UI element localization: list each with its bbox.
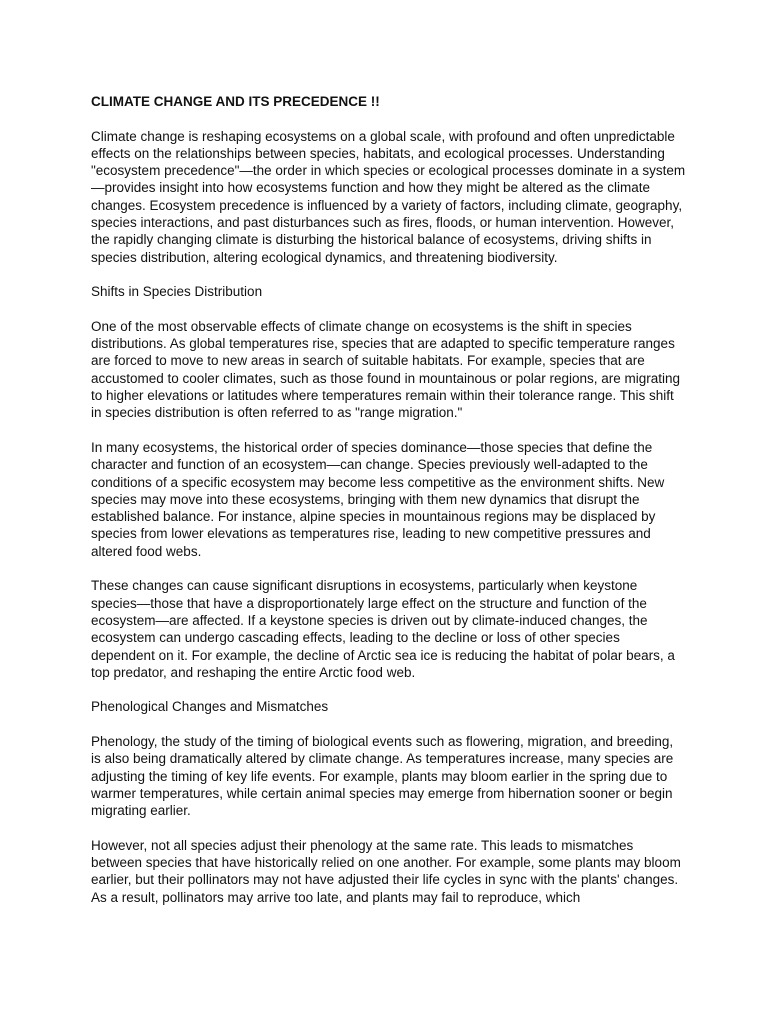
- paragraph: Phenology, the study of the timing of biological events such as flowering, migration, and breeding, is also being dramatically altered by climate change. As temperatures increase, many species are adjusting the timing of key life events. For example, plants may bloom earlier in the spring due to warmer temperatures, while certain animal species may emerge from hibernation sooner or begin migrating earlier.: [91, 733, 674, 819]
- paragraph: However, not all species adjust their phenology at the same rate. This leads to mismatches between species that have historically relied on one another. For example, some plants may bloom earlier, but their pollinators may not have adjusted their life cycles in sync with the plants' changes. As a result, pollinators may arrive too late, and plants may fail to reproduce, which: [91, 837, 681, 905]
- paragraph: These changes can cause significant disruptions in ecosystems, particularly when keystone species—those that have a disproportionately large effect on the structure and function of the ecosystem—are affected. If a keystone species is driven out by climate-induced changes, the ecosystem can undergo cascading effects, leading to the decline or loss of other species dependent on it. For example, the decline of Arctic sea ice is reducing the habitat of polar bears, a top predator, and reshaping the entire Arctic food web.: [91, 578, 675, 680]
- intro-paragraph: Climate change is reshaping ecosystems on a global scale, with profound and often unpredictable effects on the relationships between species, habitats, and ecological processes. Understanding "ecosystem precedence"—the order in which species or ecological processes dominate in a system—provides insight into how ecosystems function and how they might be altered as the climate changes. Ecosystem precedence is influenced by a variety of factors, including climate, geography, species interactions, and past disturbances such as fires, floods, or human intervention. However, the rapidly changing climate is disturbing the historical balance of ecosystems, driving shifts in species distribution, altering ecological dynamics, and threatening biodiversity.: [91, 128, 686, 265]
- paragraph: In many ecosystems, the historical order of species dominance—those species that define the character and function of an ecosystem—can change. Species previously well-adapted to the conditions of a specific ecosystem may become less competitive as the environment shifts. New species may move into these ecosystems, bringing with them new dynamics that disrupt the established balance. For instance, alpine species in mountainous regions may be displaced by species from lower elevations as temperatures rise, leading to new competitive pressures and altered food webs.: [91, 439, 665, 559]
- paragraph: One of the most observable effects of climate change on ecosystems is the shift in species distributions. As global temperatures rise, species that are adapted to specific temperature ranges are forced to move to new areas in search of suitable habitats. For example, species that are accustomed to cooler climates, such as those found in mountainous or polar regions, are migrating to higher elevations or latitudes where temperatures remain within their tolerance range. This shift in species distribution is often referred to as "range migration.": [91, 318, 681, 421]
- document-title: CLIMATE CHANGE AND ITS PRECEDENCE !!: [91, 94, 380, 109]
- section-heading-species-distribution: Shifts in Species Distribution: [91, 284, 263, 300]
- document-page: [91, 93, 686, 923]
- section-heading-phenological-changes: Phenological Changes and Mismatches: [91, 699, 329, 715]
